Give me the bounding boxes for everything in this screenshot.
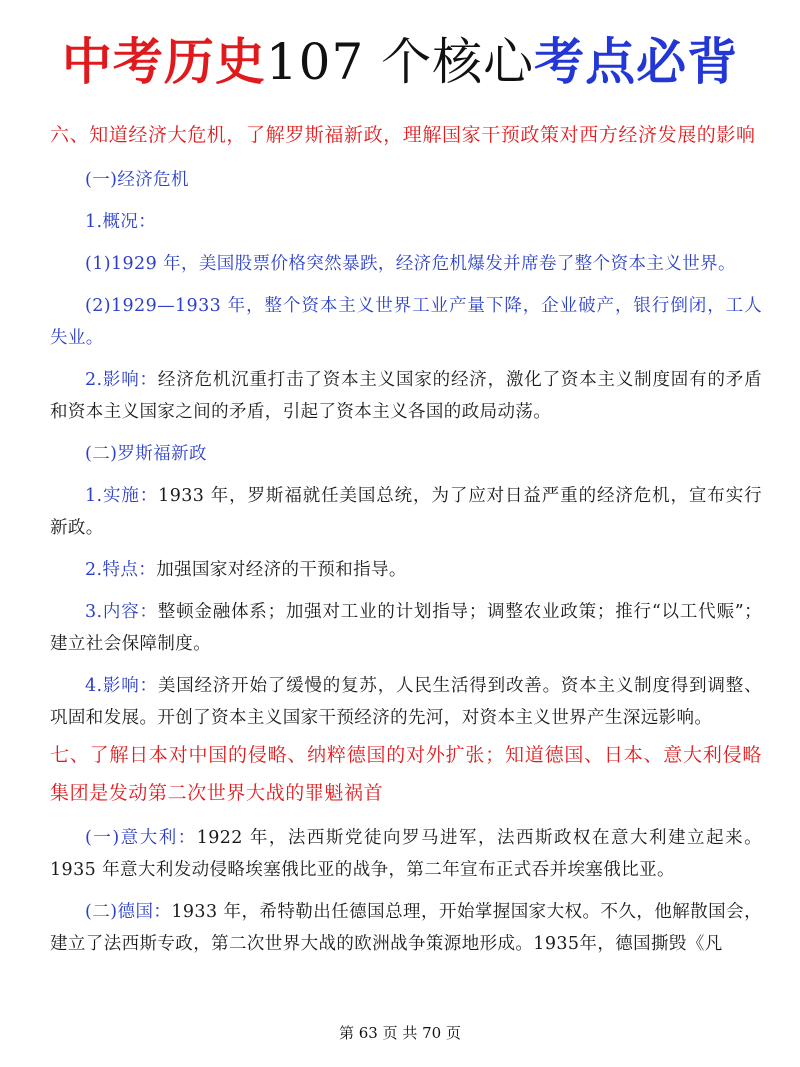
content-text: 整顿金融体系；加强对工业的计划指导；调整农业政策；推行“以工代赈”；建立社会保障制度。 <box>50 602 762 654</box>
content-paragraph <box>50 596 762 660</box>
impact-text: 经济危机沉重打击了资本主义国家的经济，激化了资本主义制度固有的矛盾和资本主义国家之间的矛盾，引起了资本主义各国的政局动荡。 <box>50 370 762 422</box>
section-seven-heading: 七、了解日本对中国的侵略、纳粹德国的对外扩张；知道德国、日本、意大利侵略集团是发动第二次世界大战的罪魁祸首 <box>50 744 762 804</box>
section-six-heading: 六、知道经济大危机，了解罗斯福新政，理解国家干预政策对西方经济发展的影响 <box>50 124 756 146</box>
effect-text: 美国经济开始了缓慢的复苏，人民生活得到改善。资本主义制度得到调整、巩固和发展。开创了资本主义国家干预经济的先河，对资本主义世界产生深远影响。 <box>50 676 762 728</box>
feature-paragraph <box>50 554 762 586</box>
italy-label: (一)意大利： <box>85 828 197 848</box>
implementation-label: 1.实施： <box>85 486 159 506</box>
content-label: 3.内容： <box>85 602 158 622</box>
feature-text: 加强国家对经济的干预和指导。 <box>156 560 407 580</box>
germany-paragraph <box>50 896 762 960</box>
effect-paragraph <box>50 670 762 734</box>
germany-text: 1933 年，希特勒出任德国总理，开始掌握国家大权。不久，他解散国会，建立了法西斯专政，第二次世界大战的欧洲战争策源地形成。1935年，德国撕毁《凡 <box>50 902 762 954</box>
implementation-text: 1933 年，罗斯福就任美国总统，为了应对日益严重的经济危机，宣布实行新政。 <box>50 486 762 538</box>
germany-label: (二)德国： <box>85 902 172 922</box>
title-part-blue: 考点必背 <box>534 32 739 91</box>
overview-label: 1.概况： <box>85 212 157 232</box>
subsection-economic-crisis: (一)经济危机 <box>85 170 189 190</box>
page-title <box>0 22 800 94</box>
italy-paragraph <box>50 822 762 886</box>
document-body <box>50 116 762 960</box>
feature-label: 2.特点： <box>85 560 157 580</box>
page-number-footer: 第 63 页 共 70 页 <box>338 1024 461 1042</box>
effect-label: 4.影响： <box>85 676 158 696</box>
subsection-new-deal: (二)罗斯福新政 <box>85 444 207 464</box>
overview-point-1: (1)1929 年，美国股票价格突然暴跌，经济危机爆发并席卷了整个资本主义世界。 <box>85 254 736 274</box>
overview-point-2: (2)1929—1933 年，整个资本主义世界工业产量下降，企业破产，银行倒闭，工人失业。 <box>50 296 762 348</box>
impact-paragraph <box>50 364 762 428</box>
title-part-black: 107 个核心 <box>265 33 535 91</box>
italy-text: 1922 年，法西斯党徒向罗马进军，法西斯政权在意大利建立起来。1935 年意大利发动侵略埃塞俄比亚的战争，第二年宣布正式吞并埃塞俄比亚。 <box>50 828 762 880</box>
impact-label: 2.影响： <box>85 370 158 390</box>
title-part-red: 中考历史 <box>61 32 266 91</box>
implementation-paragraph <box>50 480 762 544</box>
